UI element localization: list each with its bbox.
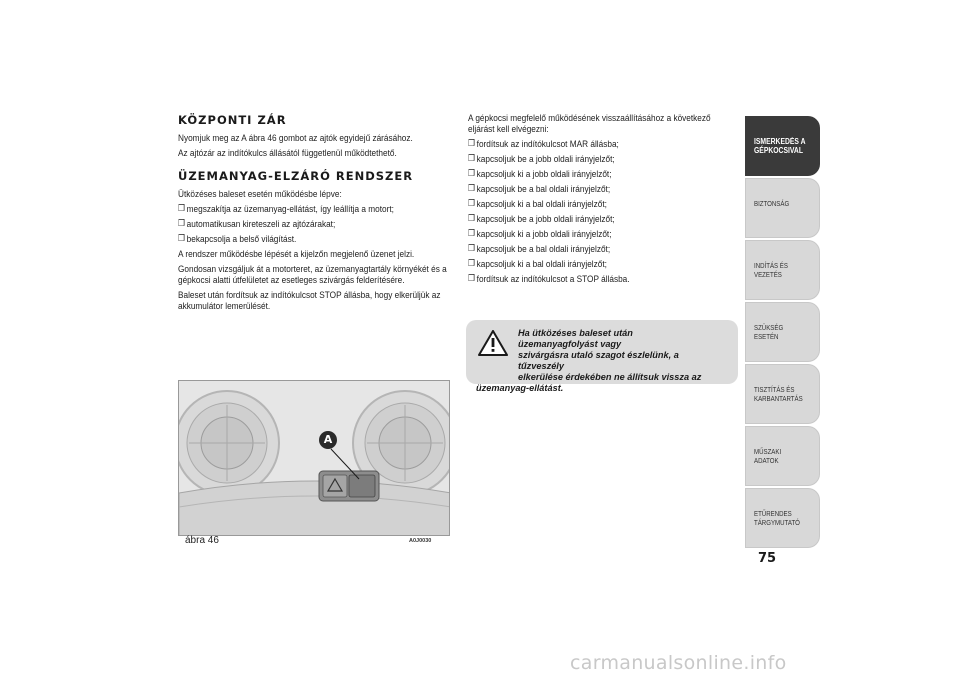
figure-dashboard-lock-button [178,380,450,536]
list-item: ❒ kapcsoljuk be a jobb oldali irányjelzőt; [468,214,615,225]
fuel-cutoff-paragraph: Gondosan vizsgáljuk át a motorteret, az üzemanyagtartály környékét és a gépkocsi alatti útfelületet az esetleges szivárgás felderítésére. [178,264,447,286]
checkbox-bullet-icon: ❒ [468,184,475,194]
list-item: ❒ kapcsoljuk ki a jobb oldali irányjelzőt; [468,229,612,240]
central-lock-paragraph: Az ajtózár az indítókulcs állásától függetlenül működtethető. [178,148,397,159]
right-column [468,113,740,289]
list-item: ❒ kapcsoljuk ki a jobb oldali irányjelzőt; [468,169,612,180]
restore-intro: A gépkocsi megfelelő működésének visszaállításához a következő eljárást kell elvégezni: [468,113,711,135]
list-item: ❒ kapcsoljuk ki a bal oldali irányjelzőt; [468,199,607,210]
tab-tisztitas-es-karbantartas[interactable]: TISZTÍTÁS ÉS KARBANTARTÁS [745,364,820,424]
list-item: ❒ bekapcsolja a belső világítást. [178,234,297,245]
tab-szukseg-eseten[interactable]: SZÜKSÉG ESETÉN [745,302,820,362]
list-item: ❒ fordítsuk az indítókulcsot a STOP állásba. [468,274,630,285]
fuel-cutoff-heading: ÜZEMANYAG-ELZÁRÓ RENDSZER [178,169,414,183]
checkbox-bullet-icon: ❒ [468,139,475,149]
checkbox-bullet-icon: ❒ [468,244,475,254]
list-item: ❒ kapcsoljuk be a bal oldali irányjelzőt; [468,244,611,255]
list-item: ❒ automatikusan kireteszeli az ajtózárakat; [178,219,336,230]
list-item: ❒ megszakítja az üzemanyag-ellátást, így leállítja a motort; [178,204,394,215]
checkbox-bullet-icon: ❒ [178,219,185,229]
list-item: ❒ kapcsoljuk be a bal oldali irányjelzőt; [468,184,611,195]
checkbox-bullet-icon: ❒ [178,234,185,244]
tab-inditas-es-vezetes[interactable]: INDÍTÁS ÉS VEZETÉS [745,240,820,300]
list-item: ❒ kapcsoljuk ki a bal oldali irányjelzőt; [468,259,607,270]
figure-caption: ábra 46 [185,535,219,546]
page-number: 75 [758,551,777,566]
fuel-cutoff-paragraph: A rendszer működésbe lépését a kijelzőn megjelenő üzenet jelzi. [178,249,415,260]
warning-text: Ha ütközéses baleset után üzemanyagfolyást vagy szivárgásra utaló szagot észlelünk, a tűzveszély elkerülése érdekében ne állítsuk vissza az üzemanyag-ellátást. [476,328,702,393]
tab-ismerkedes[interactable]: ISMERKEDÉS A GÉPKOCSIVAL [745,116,820,176]
checkbox-bullet-icon: ❒ [468,274,475,284]
checkbox-bullet-icon: ❒ [468,214,475,224]
tab-muszaki-adatok[interactable]: MŰSZAKI ADATOK [745,426,820,486]
checkbox-bullet-icon: ❒ [468,199,475,209]
central-lock-heading: KÖZPONTI ZÁR [178,113,287,127]
tab-biztonsag[interactable]: BIZTONSÁG [745,178,820,238]
list-item: ❒ fordítsuk az indítókulcsot MAR állásba; [468,139,619,150]
fuel-cutoff-intro: Ütközéses baleset esetén működésbe lépve: [178,189,342,200]
checkbox-bullet-icon: ❒ [468,169,475,179]
checkbox-bullet-icon: ❒ [468,229,475,239]
checkbox-bullet-icon: ❒ [468,154,475,164]
checkbox-bullet-icon: ❒ [468,259,475,269]
central-lock-paragraph: Nyomjuk meg az A ábra 46 gombot az ajtók egyidejű zárásához. [178,133,413,144]
fuel-cutoff-paragraph: Baleset után fordítsuk az indítókulcsot STOP állásba, hogy elkerüljük az akkumulátor lemerülését. [178,290,441,312]
left-column [178,113,458,316]
figure-code: A0J0030 [409,538,432,544]
list-item: ❒ kapcsoljuk be a jobb oldali irányjelzőt; [468,154,615,165]
checkbox-bullet-icon: ❒ [178,204,185,214]
dashboard-illustration [179,381,450,536]
figure-marker-a: A [319,431,337,449]
tab-targymutato[interactable]: ETŰRENDES TÁRGYMUTATÓ [745,488,820,548]
warning-box [466,320,738,393]
watermark: carmanualsonline.info [570,652,787,674]
